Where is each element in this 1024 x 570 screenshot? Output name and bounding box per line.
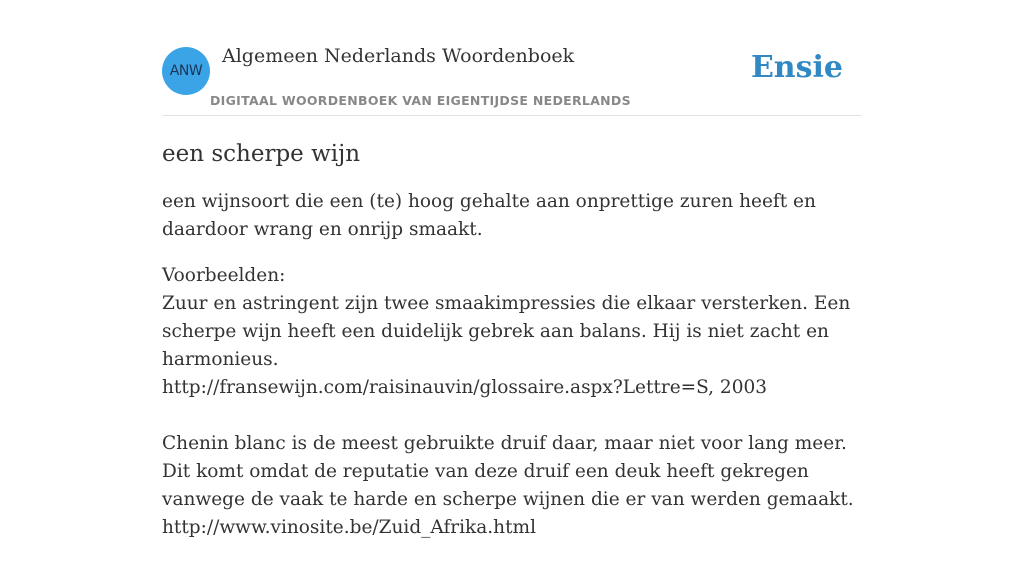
site-header — [162, 0, 862, 116]
entry-definition: een wijnsoort die een (te) hoog gehalte aan onprettige zuren heeft en daardoor wrang en onrijp smaakt. — [162, 191, 816, 240]
entry-content — [162, 136, 866, 570]
example-text: Chenin blanc is de meest gebruikte druif daar, maar niet voor lang meer. Dit komt omdat de reputatie van deze druif een deuk heeft gekregen vanwege de vaak te harde en scherpe wijnen die er van werden gemaakt. — [162, 433, 854, 510]
examples-label: Voorbeelden: — [162, 265, 286, 286]
dictionary-title[interactable]: Algemeen Nederlands Woordenboek — [222, 45, 575, 67]
entry-term: een scherpe wijn — [162, 141, 361, 167]
example-source: http://fransewijn.com/raisinauvin/glossaire.aspx?Lettre=S, 2003 — [162, 377, 768, 398]
dictionary-subtitle: DIGITAAL WOORDENBOEK VAN EIGENTIJDSE NEDERLANDS — [210, 93, 631, 108]
example-source: http://www.vinosite.be/Zuid_Afrika.html — [162, 517, 536, 538]
example-text: Zuur en astringent zijn twee smaakimpressies die elkaar versterken. Een scherpe wijn heeft een duidelijk gebrek aan balans. Hij is niet zacht en harmonieus. — [162, 293, 851, 370]
ensie-logo-link[interactable]: Ensie — [750, 50, 843, 85]
anw-logo[interactable]: ANW — [162, 47, 210, 95]
